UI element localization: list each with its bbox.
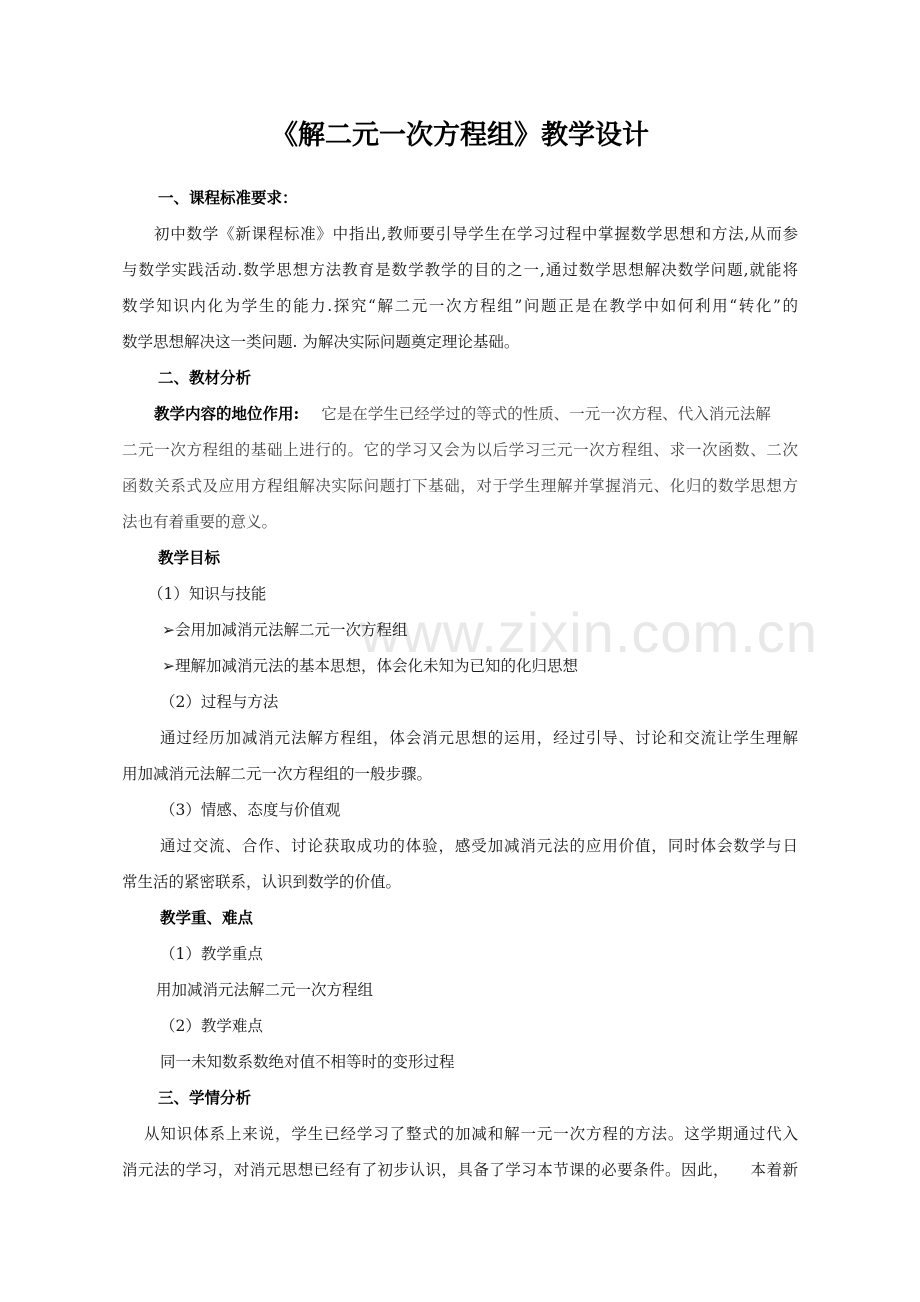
section-heading-textbook: 二、教材分析: [158, 368, 252, 387]
keypoint-text: 用加减消元法解二元一次方程组: [156, 981, 374, 999]
goal-subheading: （3）情感、态度与价值观: [160, 801, 341, 819]
goals-heading: 教学目标: [158, 548, 221, 567]
paragraph-line: [122, 396, 798, 432]
paragraph-line: 二元一次方程组的基础上进行的。它的学习又会为以后学习三元一次方程组、求一次函数、二次: [122, 441, 798, 459]
paragraph-line: 用加减消元法解二元一次方程组的一般步骤。: [122, 765, 433, 783]
paragraph-line: 与数学实践活动.数学思想方法教育是数学教学的目的之一,通过数学思想解决数学问题,就能将: [122, 261, 798, 279]
paragraph-line: 数学思想解决这一类问题. 为解决实际问题奠定理论基础。: [122, 333, 520, 351]
bullet-item: ➢理解加减消元法的基本思想，体会化未知为已知的化归思想: [162, 657, 579, 675]
arrow-bullet-icon: ➢: [162, 657, 175, 675]
keypoint-subheading: （2）教学难点: [160, 1017, 263, 1035]
keypoint-text: 同一未知数系数绝对值不相等时的变形过程: [160, 1053, 455, 1071]
keypoint-subheading: （1）教学重点: [160, 945, 263, 963]
position-label: 教学内容的地位作用:: [154, 404, 300, 423]
keypoints-heading: 教学重、难点: [160, 908, 254, 927]
goal-subheading: （2）过程与方法: [160, 693, 279, 711]
document-title: 《解二元一次方程组》教学设计: [271, 120, 649, 151]
paragraph-line: 初中数学《新课程标准》中指出,教师要引导学生在学习过程中掌握数学思想和方法,从而参: [154, 225, 798, 243]
paragraph-line: 函数关系式及应用方程组解决实际问题打下基础，对于学生理解并掌握消元、化归的数学思想方: [122, 477, 798, 495]
section-heading-curriculum: 一、课程标准要求：: [158, 188, 298, 207]
paragraph-line: 数学知识内化为学生的能力.探究“解二元一次方程组”问题正是在教学中如何利用“转化”的: [122, 297, 798, 315]
paragraph-line: 消元法的学习，对消元思想已经有了初步认识，具备了学习本节课的必要条件。因此， 本着新: [122, 1161, 798, 1179]
section-heading-learner: 三、学情分析: [158, 1088, 252, 1107]
paragraph-line: 通过经历加减消元法解方程组，体会消元思想的运用，经过引导、讨论和交流让学生理解: [160, 729, 798, 747]
watermark: www.zixin.com.cn: [360, 601, 818, 664]
paragraph-line: 通过交流、合作、讨论获取成功的体验，感受加减消元法的应用价值，同时体会数学与日: [160, 837, 798, 855]
paragraph-line: 法也有着重要的意义。: [122, 513, 278, 531]
paragraph-line: 常生活的紧密联系，认识到数学的价值。: [122, 873, 402, 891]
position-text: 它是在学生已经学过的等式的性质、一元一次方程、代入消元法解: [321, 405, 771, 423]
arrow-bullet-icon: ➢: [162, 621, 175, 639]
document-body: [122, 118, 798, 1188]
bullet-item: ➢会用加减消元法解二元一次方程组: [162, 621, 408, 639]
goal-subheading: （1）知识与技能: [148, 585, 267, 603]
paragraph-line: 从知识体系上来说，学生已经学习了整式的加减和解一元一次方程的方法。这学期通过代入: [144, 1125, 798, 1143]
